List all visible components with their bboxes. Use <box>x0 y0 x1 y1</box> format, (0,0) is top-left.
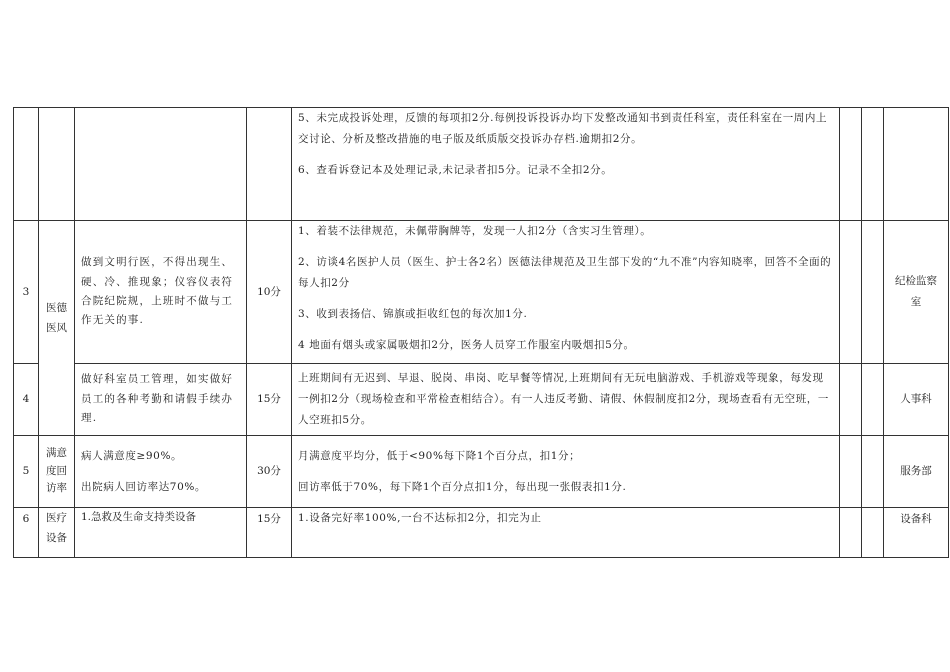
criteria-cell <box>292 508 840 558</box>
criteria-item: 上班期间有无迟到、早退、脱岗、串岗、吃早餐等情况,上班期间有无玩电脑游戏、手机游戏等现象，每发现一例扣2分（现场检查和平常检查相结合）。有一人违反考勤、请假、休假制度扣2分，现场查看有无空班，一人空班扣5分。 <box>298 372 830 426</box>
dept-cell: 人事科 <box>884 364 949 436</box>
category-cell <box>39 108 75 221</box>
table-row <box>14 436 949 508</box>
criteria-item: 3、收到表扬信、锦旗或拒收红包的每次加1分. <box>298 308 528 320</box>
criteria-item: 回访率低于70%，每下降1个百分点扣1分，每出现一张假表扣1分. <box>298 480 627 493</box>
score-cell: 30分 <box>247 436 292 508</box>
table-row <box>14 221 949 364</box>
table-row <box>14 508 949 558</box>
content-cell <box>75 108 247 221</box>
blank-cell <box>840 436 862 508</box>
content-cell <box>75 221 247 364</box>
criteria-item: 1.设备完好率100%,一台不达标扣2分，扣完为止 <box>298 512 542 524</box>
score-cell: 15分 <box>247 508 292 558</box>
category-cell <box>39 508 75 558</box>
dept-cell <box>884 221 949 364</box>
criteria-cell <box>292 108 840 221</box>
score-cell: 10分 <box>247 221 292 364</box>
criteria-item: 6、查看诉登记本及处理记录,未记录者扣5分。记录不全扣2分。 <box>298 164 613 176</box>
row-number <box>14 108 39 221</box>
blank-cell <box>840 221 862 364</box>
blank-cell <box>862 508 884 558</box>
criteria-item: 2、访谈4名医护人员（医生、护士各2名）医德法律规范及卫生部下发的“九不准”内容知晓率，回答不全面的每人扣2分 <box>298 256 832 289</box>
blank-cell <box>862 364 884 436</box>
category-label: 医德医风 <box>46 302 67 334</box>
blank-cell <box>840 364 862 436</box>
row-number: 5 <box>14 436 39 508</box>
score-cell: 15分 <box>247 364 292 436</box>
content-line: 病人满意度≥90%。 <box>81 449 183 462</box>
category-cell <box>39 221 75 436</box>
category-label: 医疗设备 <box>46 512 67 544</box>
content-cell <box>75 364 247 436</box>
category-cell <box>39 436 75 508</box>
content-text: 做到文明行医，不得出现生、硬、冷、推现象；仪容仪表符合院纪院规，上班时不做与工作无关的事. <box>81 256 234 327</box>
dept-label: 纪检监察室 <box>895 275 937 308</box>
table-row <box>14 108 949 221</box>
blank-cell <box>862 221 884 364</box>
criteria-item: 月满意度平均分，低于<90%每下降1个百分点，扣1分； <box>298 449 581 462</box>
blank-cell <box>862 436 884 508</box>
blank-cell <box>840 508 862 558</box>
content-cell <box>75 436 247 508</box>
dept-cell <box>884 108 949 221</box>
row-number: 6 <box>14 508 39 558</box>
dept-cell: 设备科 <box>884 508 949 558</box>
row-number: 4 <box>14 364 39 436</box>
criteria-item: 4 地面有烟头或家属吸烟扣2分，医务人员穿工作服室内吸烟扣5分。 <box>298 339 635 351</box>
content-cell: 1.急救及生命支持类设备 <box>75 508 247 558</box>
table-row <box>14 364 949 436</box>
category-label: 满意度回访率 <box>46 446 67 495</box>
criteria-cell <box>292 364 840 436</box>
row-number: 3 <box>14 221 39 364</box>
assessment-table <box>13 107 949 558</box>
criteria-item: 5、未完成投诉处理，反馈的每项扣2分.每例投诉投诉办均下发整改通知书到责任科室，责任科室在一周内上交讨论、分析及整改措施的电子版及纸质版交投诉办存档.逾期扣2分。 <box>298 112 828 145</box>
criteria-cell <box>292 436 840 508</box>
content-line: 出院病人回访率达70%。 <box>81 480 207 493</box>
score-cell <box>247 108 292 221</box>
dept-cell: 服务部 <box>884 436 949 508</box>
criteria-cell <box>292 221 840 364</box>
blank-cell <box>862 108 884 221</box>
content-text: 做好科室员工管理，如实做好员工的各种考勤和请假手续办理. <box>81 373 234 425</box>
criteria-item: 1、着装不法律规范，未佩带胸牌等，发现一人扣2分（含实习生管理）。 <box>298 225 652 237</box>
blank-cell <box>840 108 862 221</box>
